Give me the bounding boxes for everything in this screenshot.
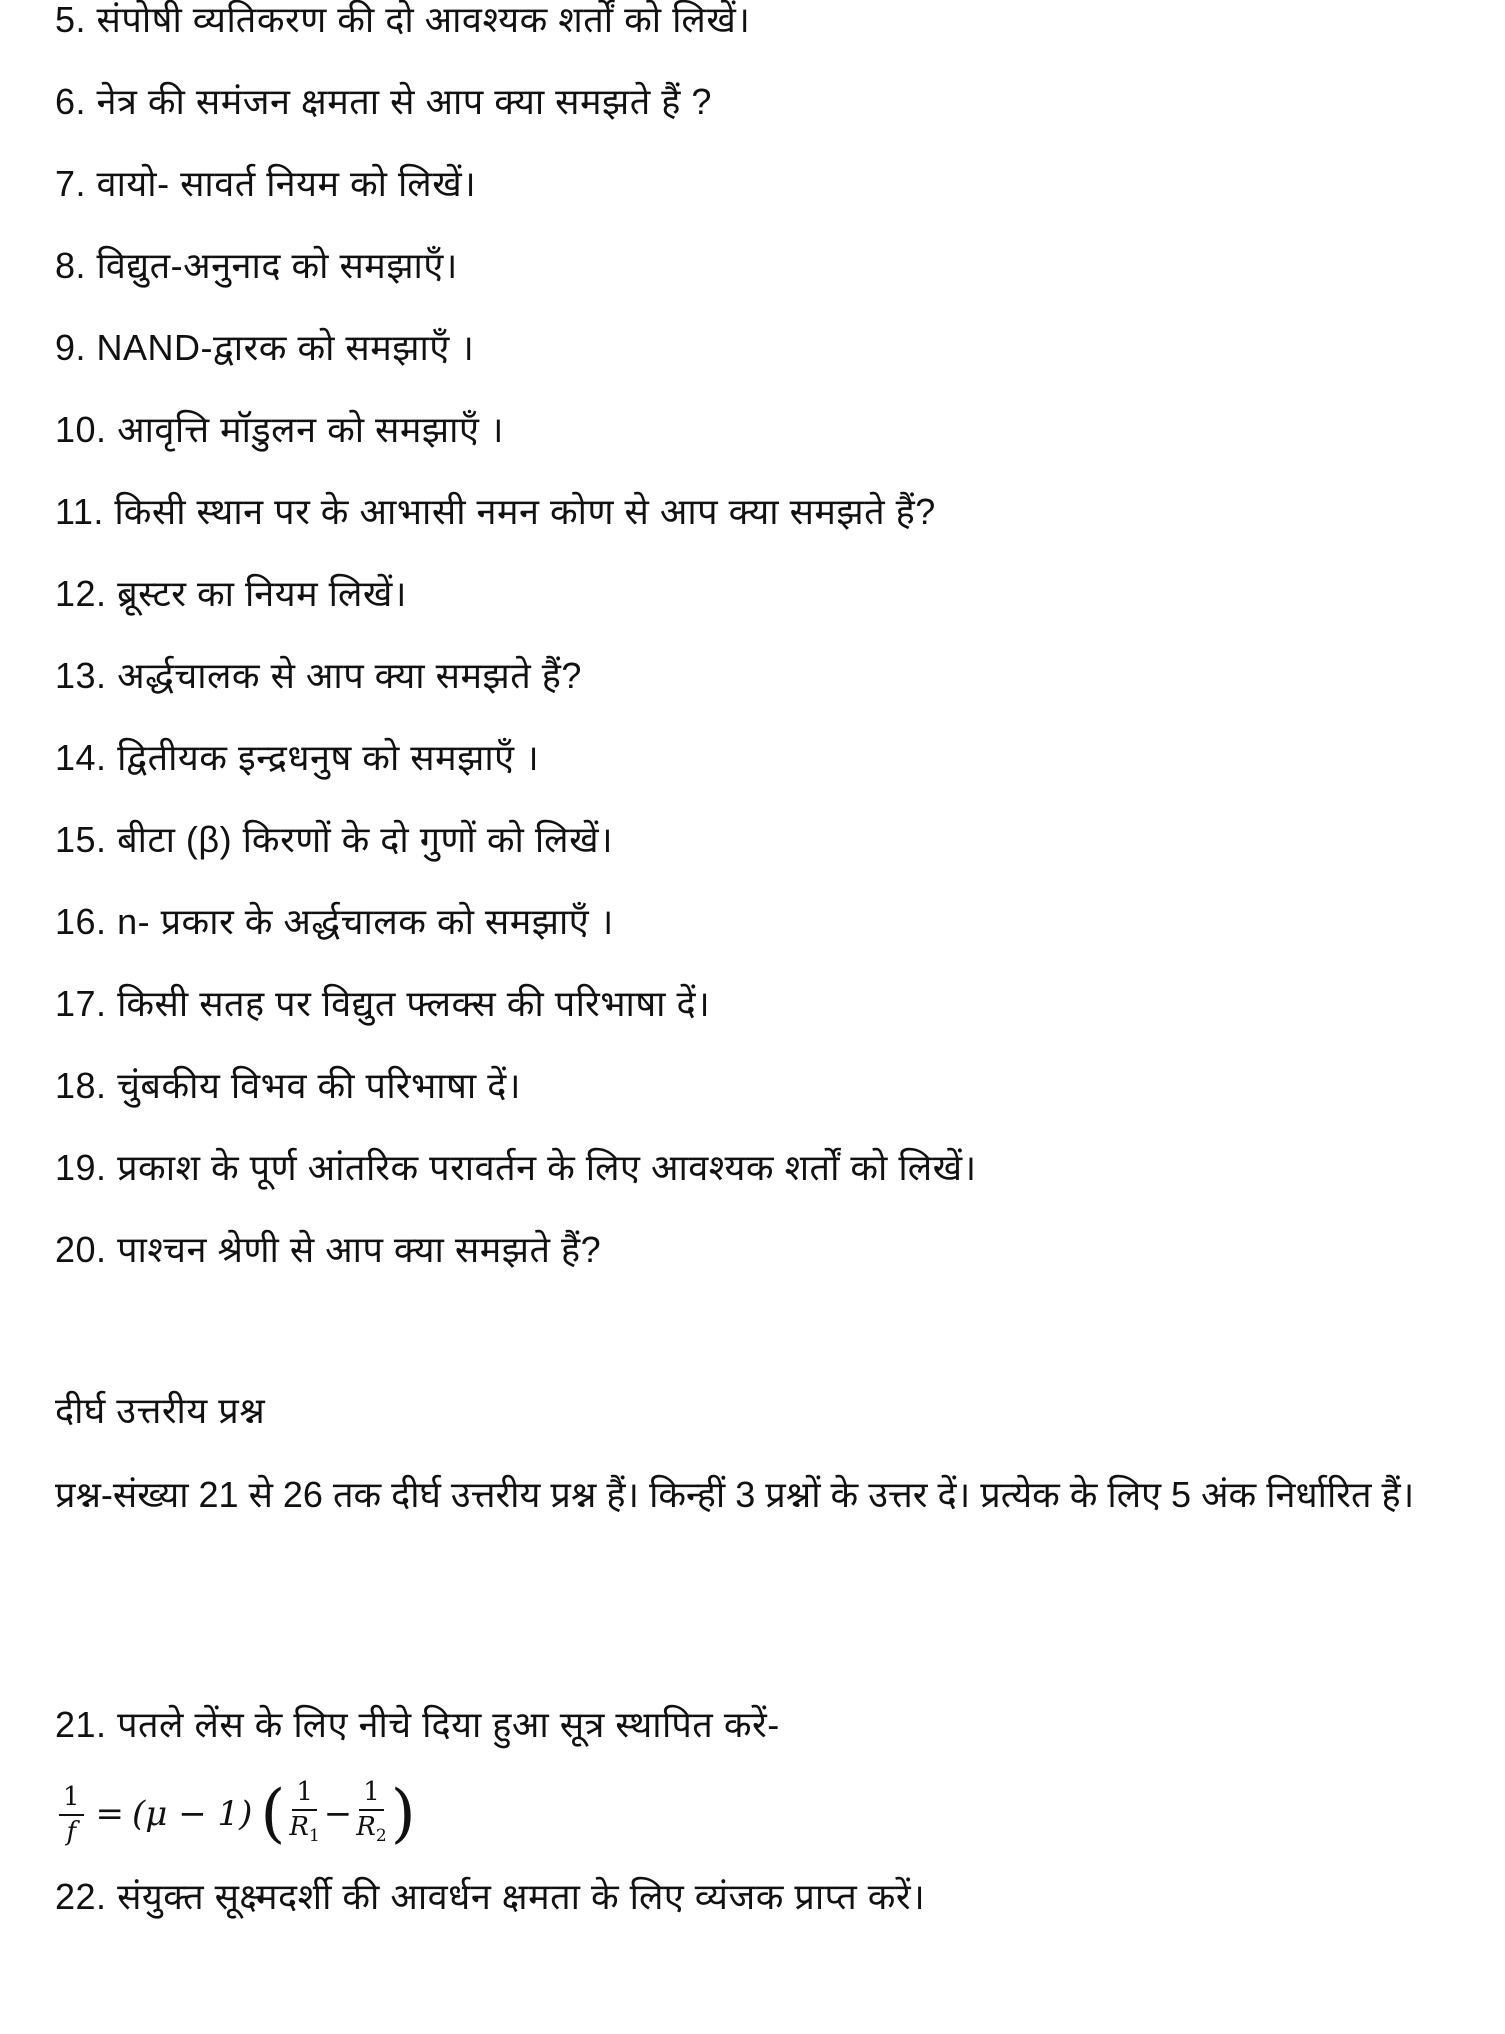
- question-number: 6.: [55, 81, 87, 122]
- question-number: 11.: [55, 491, 104, 532]
- question-number: 21.: [55, 1704, 107, 1745]
- subscript: 2: [375, 1826, 387, 1847]
- fraction-1-over-r2: [356, 1775, 386, 1852]
- question-number: 12.: [55, 573, 107, 614]
- question-text: विद्युत-अनुनाद को समझाएँ।: [96, 245, 458, 286]
- question-10: [55, 408, 504, 452]
- question-text: पाश्चन श्रेणी से आप क्या समझते हैं?: [117, 1229, 602, 1270]
- question-14: [55, 736, 539, 780]
- question-text: बीटा (β) किरणों के दो गुणों को लिखें।: [117, 819, 614, 860]
- question-22: [55, 1875, 925, 1919]
- numerator: 1: [292, 1775, 317, 1811]
- question-number: 10.: [55, 409, 107, 450]
- denominator: [289, 1811, 319, 1852]
- question-number: 7.: [55, 163, 87, 204]
- question-5: [55, 0, 750, 42]
- question-15: [55, 818, 613, 862]
- question-text: नेत्र की समंजन क्षमता से आप क्या समझते हैं ?: [96, 81, 712, 122]
- question-6: [55, 80, 712, 124]
- numerator: 1: [59, 1780, 84, 1816]
- question-number: 8.: [55, 245, 87, 286]
- question-number: 15.: [55, 819, 107, 860]
- question-20: [55, 1228, 601, 1272]
- question-number: 17.: [55, 983, 107, 1024]
- question-7: [55, 162, 476, 206]
- question-number: 13.: [55, 655, 107, 696]
- question-text: प्रकाश के पूर्ण आंतरिक परावर्तन के लिए आवश्यक शर्तों को लिखें।: [117, 1147, 977, 1188]
- minus-sign: −: [323, 1793, 353, 1834]
- question-text: किसी स्थान पर के आभासी नमन कोण से आप क्या समझते हैं?: [114, 491, 936, 532]
- question-9: [55, 326, 474, 370]
- question-16: [55, 900, 614, 944]
- question-number: 5.: [55, 0, 87, 40]
- mu-factor: (μ − 1): [132, 1793, 253, 1834]
- thin-lens-formula: [55, 1775, 416, 1852]
- question-11: [55, 490, 936, 534]
- question-text: किसी सतह पर विद्युत फ्लक्स की परिभाषा दें।: [117, 983, 711, 1024]
- question-21: [55, 1703, 780, 1747]
- equals-sign: =: [95, 1793, 125, 1834]
- question-number: 18.: [55, 1065, 107, 1106]
- question-number: 14.: [55, 737, 107, 778]
- section-instructions: प्रश्न-संख्या 21 से 26 तक दीर्घ उत्तरीय प्रश्न हैं। किन्हीं 3 प्रश्नों के उत्तर दें। प्रत्येक के लिए 5 अंक निर्धारित हैं।: [55, 1474, 1415, 1515]
- section-heading: दीर्घ उत्तरीय प्रश्न: [55, 1390, 266, 1431]
- question-text: n- प्रकार के अर्द्धचालक को समझाएँ ।: [117, 901, 614, 942]
- question-number: 16.: [55, 901, 107, 942]
- numerator: 1: [359, 1775, 384, 1811]
- question-text: NAND-द्वारक को समझाएँ ।: [96, 327, 475, 368]
- question-text: आवृत्ति मॉडुलन को समझाएँ ।: [117, 409, 505, 450]
- question-17: [55, 982, 710, 1026]
- question-19: [55, 1146, 977, 1190]
- close-paren: ): [390, 1776, 416, 1851]
- question-text: पतले लेंस के लिए नीचे दिया हुआ सूत्र स्थापित करें-: [117, 1704, 780, 1745]
- denominator: [356, 1811, 386, 1852]
- question-text: द्वितीयक इन्द्रधनुष को समझाएँ ।: [117, 737, 540, 778]
- question-8: [55, 244, 458, 288]
- fraction-1-over-r1: [289, 1775, 319, 1852]
- question-12: [55, 572, 407, 616]
- question-number: 20.: [55, 1229, 107, 1270]
- question-18: [55, 1064, 521, 1108]
- fraction-1-over-f: [59, 1780, 84, 1848]
- question-text: वायो- सावर्त नियम को लिखें।: [96, 163, 477, 204]
- question-text: संयुक्त सूक्ष्मदर्शी की आवर्धन क्षमता के लिए व्यंजक प्राप्त करें।: [117, 1876, 926, 1917]
- r-symbol: R: [289, 1812, 309, 1842]
- subscript: 1: [308, 1826, 320, 1847]
- denominator: f: [66, 1816, 77, 1847]
- question-number: 19.: [55, 1147, 107, 1188]
- question-text: ब्रूस्टर का नियम लिखें।: [117, 573, 408, 614]
- open-paren: (: [260, 1776, 286, 1851]
- question-number: 22.: [55, 1876, 107, 1917]
- question-text: संपोषी व्यतिकरण की दो आवश्यक शर्तों को लिखें।: [96, 0, 751, 40]
- r-symbol: R: [356, 1812, 376, 1842]
- question-text: चुंबकीय विभव की परिभाषा दें।: [117, 1065, 521, 1106]
- question-number: 9.: [55, 327, 87, 368]
- question-13: [55, 654, 582, 698]
- question-text: अर्द्धचालक से आप क्या समझते हैं?: [117, 655, 582, 696]
